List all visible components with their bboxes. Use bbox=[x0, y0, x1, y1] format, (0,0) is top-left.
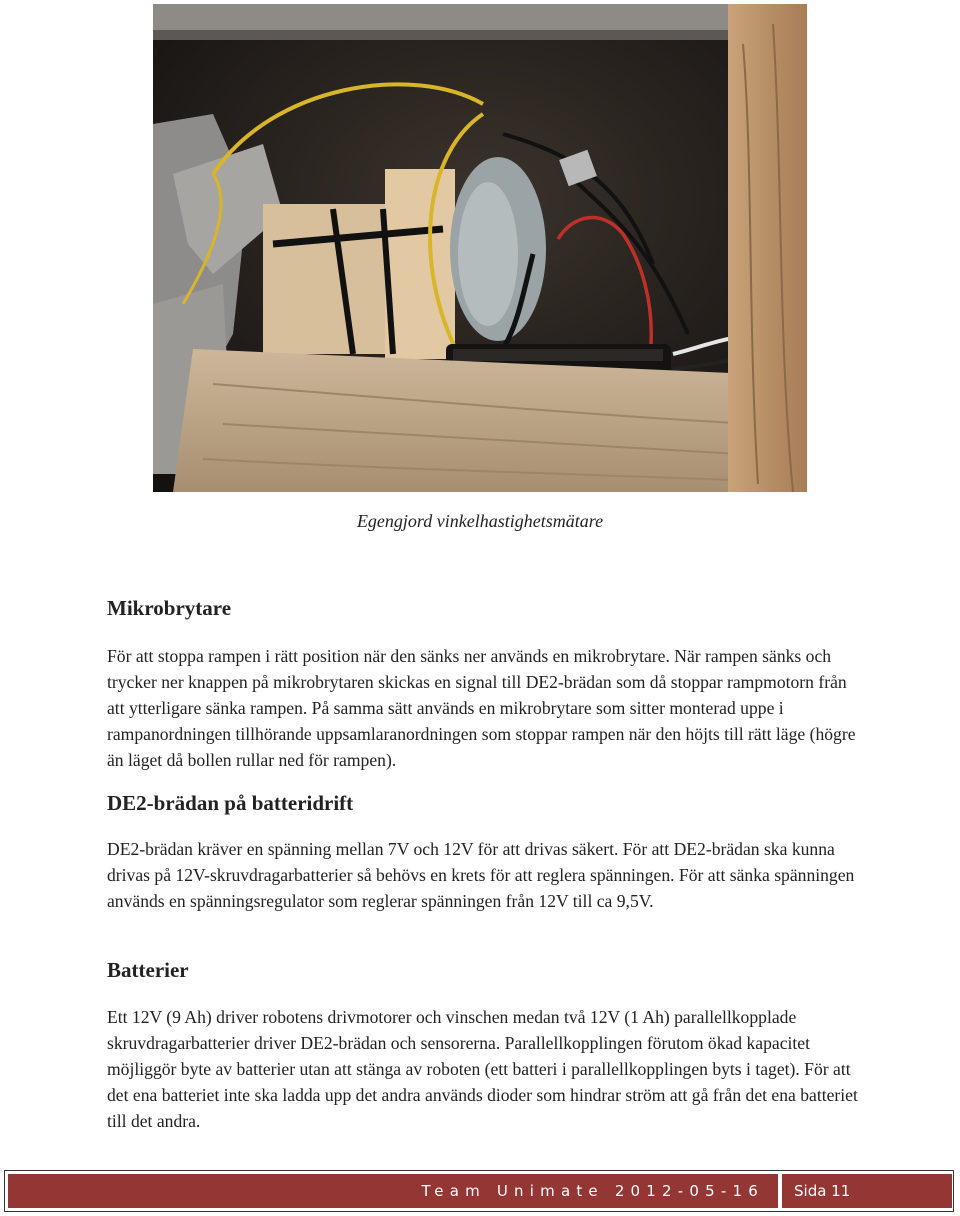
footer-page-number: Sida 11 bbox=[794, 1182, 851, 1200]
section-heading-de2-batteridrift: DE2-brädan på batteridrift bbox=[107, 791, 354, 815]
section-heading-mikrobrytare: Mikrobrytare bbox=[107, 596, 232, 620]
section-body-de2-batteridrift: DE2-brädan kräver en spänning mellan 7V och 12V för att drivas säkert. För att DE2-brädan ska kunna drivas på 12V-skruvdragarbatterier så behövs en krets för att reglera spänningen. För att sänka spänningen används en spänningsregulator som reglerar spänningen från 12V till ca 9,5V. bbox=[107, 839, 855, 911]
section-body-mikrobrytare: För att stoppa rampen i rätt position när den sänks ner används en mikrobrytare. När rampen sänks och trycker ner knappen på mikrobrytaren skickas en signal till DE2-brädan som då stoppar rampmotorn från att ytterligare sänka rampen. På samma sätt används en mikrobrytare som sitter monterad uppe i rampanordningen tillhörande uppsamlaranordningen som stoppar rampen när den höjts till rätt läge (högre än läget då bollen rullar ned för rampen). bbox=[107, 646, 856, 770]
footer bbox=[8, 1174, 952, 1208]
section-body-batterier: Ett 12V (9 Ah) driver robotens drivmotorer och vinschen medan två 12V (1 Ah) parallellkopplade skruvdragarbatterier driver DE2-brädan och sensorerna. Parallellkopplingen förutom ökad kapacitet möjliggör byte av batterier utan att stänga av roboten (ett batteri i parallellkopplingen byts i taget). För att det ena batteriet inte ska ladda upp det andra används dioder som hindrar ström att gå från det ena batteriet till det andra. bbox=[107, 1007, 858, 1131]
footer-team-date: Team Unimate 2012-05-16 bbox=[421, 1182, 764, 1200]
photo-angular-velocity-meter bbox=[153, 4, 807, 492]
section-heading-batterier: Batterier bbox=[107, 958, 189, 982]
figure-caption: Egengjord vinkelhastighetsmätare bbox=[356, 511, 604, 531]
